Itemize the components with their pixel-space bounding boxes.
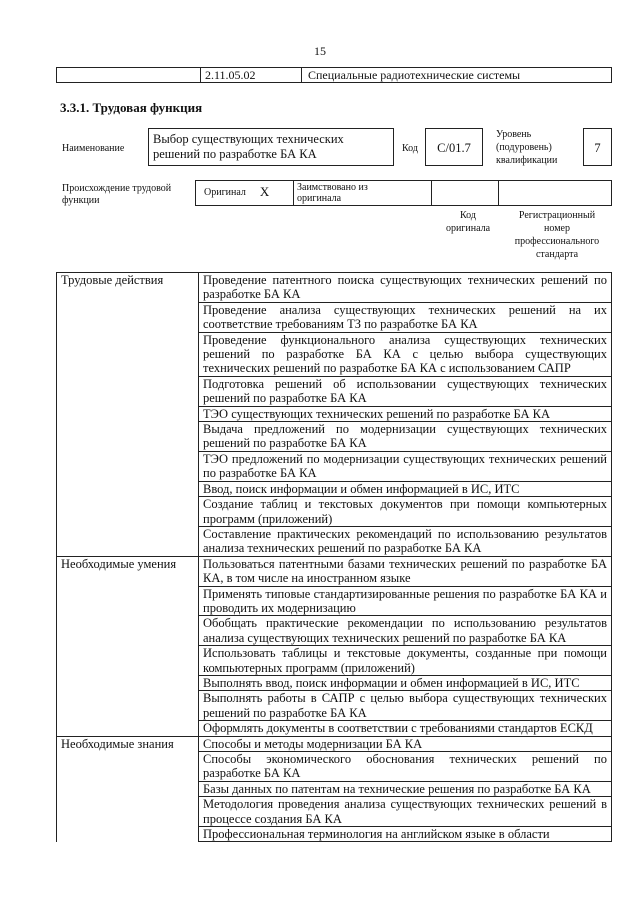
category-cell: [57, 752, 199, 782]
borrowed-cell: [293, 180, 432, 206]
table-row: [57, 376, 612, 406]
level-label-line: (подуровень): [496, 142, 552, 153]
item-cell: Базы данных по патентам на технические решения по разработке БА КА: [199, 781, 612, 796]
table-row: [57, 616, 612, 646]
table-row: [57, 675, 612, 690]
item-cell: Оформлять документы в соответствии с требованиями стандартов ЕСКД: [199, 721, 612, 736]
code-original-cell: [431, 180, 499, 206]
category-cell: [57, 451, 199, 481]
top-table-code: 2.11.05.02: [201, 68, 302, 82]
level-value: 7: [583, 128, 612, 166]
item-cell: Составление практических рекомендаций по использованию результатов анализа технических решений по разработке БА КА: [199, 526, 612, 556]
table-row: [57, 752, 612, 782]
table-row: [57, 827, 612, 842]
code-value: C/01.7: [425, 128, 483, 166]
category-cell: [57, 376, 199, 406]
item-cell: Проведение анализа существующих технических решений на их соответствие требованиям ТЗ по разработке БА КА: [199, 302, 612, 332]
category-cell: [57, 797, 199, 827]
item-cell: Проведение патентного поиска существующих технических решений по разработке БА КА: [199, 273, 612, 303]
table-row: [57, 721, 612, 736]
item-cell: Пользоваться патентными базами технических решений по разработке БА КА, в том числе на иностранном языке: [199, 556, 612, 586]
category-cell: [57, 616, 199, 646]
item-cell: Использовать таблицы и текстовые документы, созданные при помощи компьютерных программ (приложений): [199, 646, 612, 676]
category-cell: [57, 406, 199, 421]
item-cell: Методология проведения анализа существующих технических решений в процессе создания БА КА: [199, 797, 612, 827]
category-cell: [57, 827, 199, 842]
top-table-name: Специальные радиотехнические системы: [308, 68, 521, 82]
category-cell: [57, 586, 199, 616]
item-cell: Выдача предложений по модернизации существующих технических решений по разработке БА КА: [199, 422, 612, 452]
code-original-line: оригинала: [445, 223, 491, 234]
name-value: Выбор существующих технических решений по разработке БА КА: [148, 128, 394, 166]
item-cell: Профессиональная терминология на английском языке в области: [199, 827, 612, 842]
item-cell: Применять типовые стандартизированные решения по разработке БА КА и проводить их модернизацию: [199, 586, 612, 616]
table-row: [57, 332, 612, 376]
item-cell: Ввод, поиск информации и обмен информацией в ИС, ИТС: [199, 481, 612, 496]
top-table-row: [56, 67, 612, 83]
category-cell: Необходимые умения: [57, 556, 199, 586]
origin-label-line: функции: [62, 195, 100, 206]
table-row: [57, 497, 612, 527]
item-cell: Обобщать практические рекомендации по использованию результатов анализа существующих технических решений по разработке БА КА: [199, 616, 612, 646]
reg-number-line: стандарта: [535, 249, 579, 260]
original-label: Оригинал: [204, 187, 246, 198]
table-row: [57, 406, 612, 421]
category-cell: [57, 332, 199, 376]
reg-number-cell: [498, 180, 612, 206]
table-row: [57, 797, 612, 827]
code-original-line: Код: [460, 210, 476, 221]
category-cell: [57, 691, 199, 721]
item-cell: Выполнять работы в САПР с целью выбора существующих технических решений по разработке БА КА: [199, 691, 612, 721]
item-cell: Подготовка решений об использовании существующих технических решений по разработке БА КА: [199, 376, 612, 406]
level-label: [496, 128, 557, 167]
origin-label: [62, 183, 171, 207]
category-cell: [57, 422, 199, 452]
category-cell: Необходимые знания: [57, 736, 199, 751]
table-row: [57, 646, 612, 676]
reg-number-line: номер: [544, 223, 570, 234]
level-label-line: Уровень: [496, 129, 532, 140]
section-heading: 3.3.1. Трудовая функция: [60, 100, 203, 115]
category-cell: [57, 526, 199, 556]
top-table-empty-cell: [57, 68, 201, 82]
table-row: [57, 273, 612, 303]
table-row: [57, 556, 612, 586]
table-row: [57, 422, 612, 452]
table-row: [57, 586, 612, 616]
level-label-line: квалификации: [496, 155, 558, 166]
table-row: [57, 781, 612, 796]
table-row: [57, 451, 612, 481]
reg-number-label: [506, 209, 608, 261]
name-label: Наименование: [62, 143, 125, 154]
page-number: 15: [314, 44, 326, 58]
category-cell: [57, 302, 199, 332]
reg-number-line: профессионального: [514, 236, 600, 247]
code-label: Код: [402, 143, 418, 154]
item-cell: Способы и методы модернизации БА КА: [199, 736, 612, 751]
category-cell: [57, 781, 199, 796]
code-original-label: [436, 209, 500, 235]
item-cell: Способы экономического обоснования технических решений по разработке БА КА: [199, 752, 612, 782]
item-cell: Проведение функционального анализа существующих технических решений по разработке БА КА с целью выбора существующих технических решений по разработке БА КА с использованием САПР: [199, 332, 612, 376]
item-cell: Создание таблиц и текстовых документов при помощи компьютерных программ (приложений): [199, 497, 612, 527]
borrowed-label-line: Заимствовано из: [297, 182, 368, 193]
category-cell: [57, 481, 199, 496]
original-cell: [195, 180, 294, 206]
item-cell: ТЭО предложений по модернизации существующих технических решений по разработке БА КА: [199, 451, 612, 481]
item-cell: Выполнять ввод, поиск информации и обмен информацией в ИС, ИТС: [199, 675, 612, 690]
item-cell: ТЭО существующих технических решений по разработке БА КА: [199, 406, 612, 421]
origin-row: [196, 180, 612, 206]
table-row: [57, 736, 612, 751]
table-row: [57, 691, 612, 721]
function-details-table: [56, 272, 612, 842]
original-mark: X: [259, 184, 270, 199]
category-cell: [57, 721, 199, 736]
category-cell: [57, 646, 199, 676]
table-row: [57, 526, 612, 556]
origin-label-line: Происхождение трудовой: [62, 183, 172, 194]
table-row: [57, 481, 612, 496]
category-cell: Трудовые действия: [57, 273, 199, 303]
table-row: [57, 302, 612, 332]
reg-number-line: Регистрационный: [518, 210, 596, 221]
borrowed-label-line: оригинала: [297, 193, 342, 204]
category-cell: [57, 675, 199, 690]
category-cell: [57, 497, 199, 527]
